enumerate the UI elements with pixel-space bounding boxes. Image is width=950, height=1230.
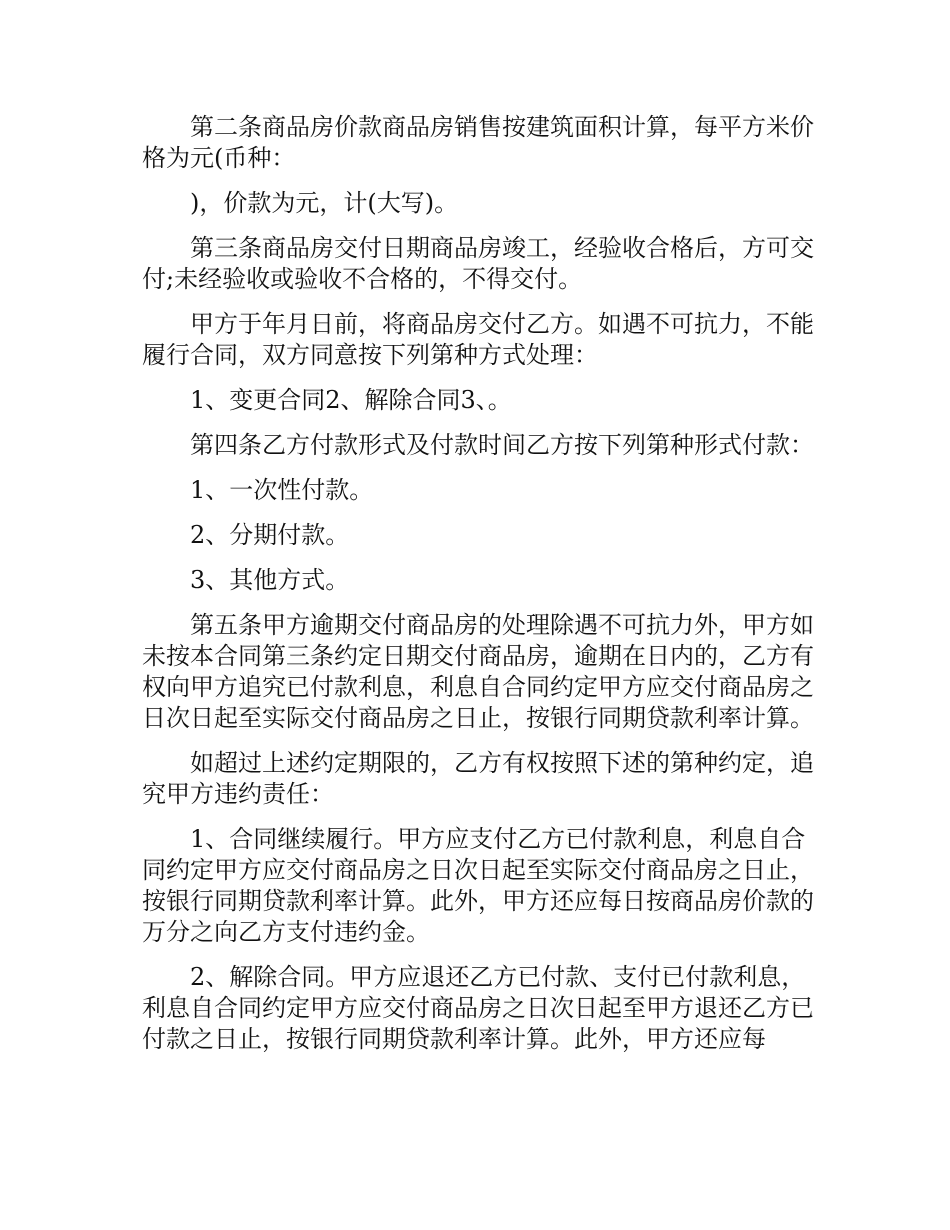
paragraph-terminate-contract: 2、解除合同。甲方应退还乙方已付款、支付已付款利息，利息自合同约定甲方应交付商品房之日次日起至甲方退还乙方已付款之日止，按银行同期贷款利率计算。此外，甲方还应每 [142,963,814,1053]
paragraph-article-4-payment: 第四条乙方付款形式及付款时间乙方按下列第种形式付款： [190,431,814,459]
paragraph-price-total: )，价款为元，计(大写)。 [190,189,459,217]
paragraph-payment-installment: 2、分期付款。 [190,521,350,549]
paragraph-delivery-deadline: 甲方于年月日前，将商品房交付乙方。如遇不可抗力，不能履行合同，双方同意按下列第种方式处理： [142,310,814,369]
paragraph-exceed-deadline: 如超过上述约定期限的，乙方有权按照下述的第种约定，追究甲方违约责任： [142,749,814,808]
paragraph-payment-other: 3、其他方式。 [190,566,350,594]
paragraph-payment-lump-sum: 1、一次性付款。 [190,476,374,504]
paragraph-article-2-price: 第二条商品房价款商品房销售按建筑面积计算，每平方米价格为元(币种： [142,113,814,172]
paragraph-force-majeure-options: 1、变更合同2、解除合同3、。 [190,386,512,414]
paragraph-article-5-late-delivery: 第五条甲方逾期交付商品房的处理除遇不可抗力外，甲方如未按本合同第三条约定日期交付商品房，逾期在日内的，乙方有权向甲方追究已付款利息，利息自合同约定甲方应交付商品房之日次日起至实际交付商品房之日止，按银行同期贷款利率计算。 [142,611,814,732]
document-body [142,112,818,1069]
paragraph-continue-contract: 1、合同继续履行。甲方应支付乙方已付款利息，利息自合同约定甲方应交付商品房之日次日起至实际交付商品房之日止，按银行同期贷款利率计算。此外，甲方还应每日按商品房价款的万分之向乙方支付违约金。 [142,825,814,946]
paragraph-article-3-delivery: 第三条商品房交付日期商品房竣工，经验收合格后，方可交付;未经验收或验收不合格的，不得交付。 [142,234,814,293]
